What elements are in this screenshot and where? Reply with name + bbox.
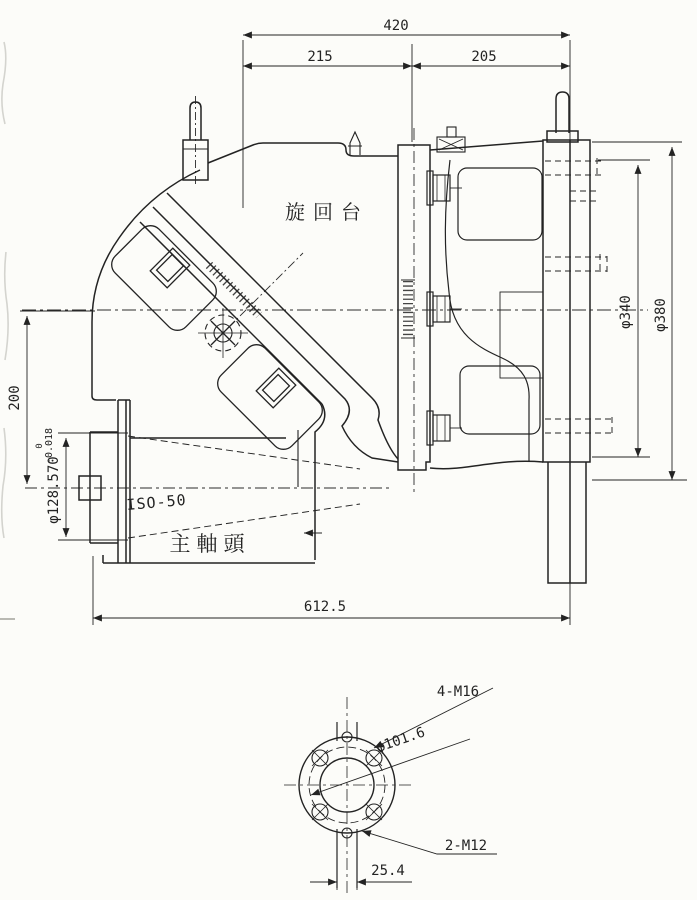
scan-artifacts (0, 42, 15, 619)
dim-top-right: 205 (471, 49, 497, 65)
top-extension-lines (243, 40, 570, 208)
housing-bolts (427, 171, 462, 445)
note-tapped-holes: 4-M16 (436, 684, 480, 700)
label-taper: ISO-50 (125, 490, 188, 514)
label-spindle-head: 主軸頭 (169, 532, 251, 556)
gear-housing (430, 141, 543, 469)
note-dowel-holes: 2-M12 (444, 838, 488, 854)
hex-bolt-bottom (427, 411, 462, 445)
top-fittings (348, 127, 465, 155)
dimensions (20, 35, 687, 625)
dim-height: 200 (7, 385, 23, 411)
swivel-arc (92, 170, 200, 400)
right-extension-lines (592, 142, 687, 480)
hidden-studs (545, 158, 612, 435)
swivel-scale-band (140, 193, 398, 462)
dim-top-left: 215 (307, 49, 333, 65)
clamp-bolt-lower (256, 368, 296, 408)
clamp-blocks (107, 221, 328, 455)
grease-nipple (348, 132, 362, 155)
swivel-base-outline (208, 143, 398, 163)
dim-spindle-dia: φ128.570 (46, 456, 62, 524)
flange-stud-top (547, 92, 578, 142)
label-swivel-base: 旋回台 (285, 200, 369, 224)
dim-key-width: 25.4 (371, 863, 405, 879)
dim-spindle-tol-lower: -0.018 (44, 427, 55, 465)
dim-top-total: 420 (383, 18, 409, 34)
dim-spindle-tol-upper: 0 (35, 443, 45, 449)
dim-flange-outer-dia: φ380 (653, 298, 669, 332)
dim-flange-inner-dia: φ340 (618, 295, 634, 329)
iso50-taper-bore (125, 436, 360, 538)
note-bolt-circle: φ101.6 (374, 724, 428, 757)
dim-overall-length: 612.5 (303, 599, 347, 615)
detail-leaders (310, 688, 497, 890)
mounting-flange (543, 92, 612, 583)
hex-bolt-top (427, 171, 462, 205)
